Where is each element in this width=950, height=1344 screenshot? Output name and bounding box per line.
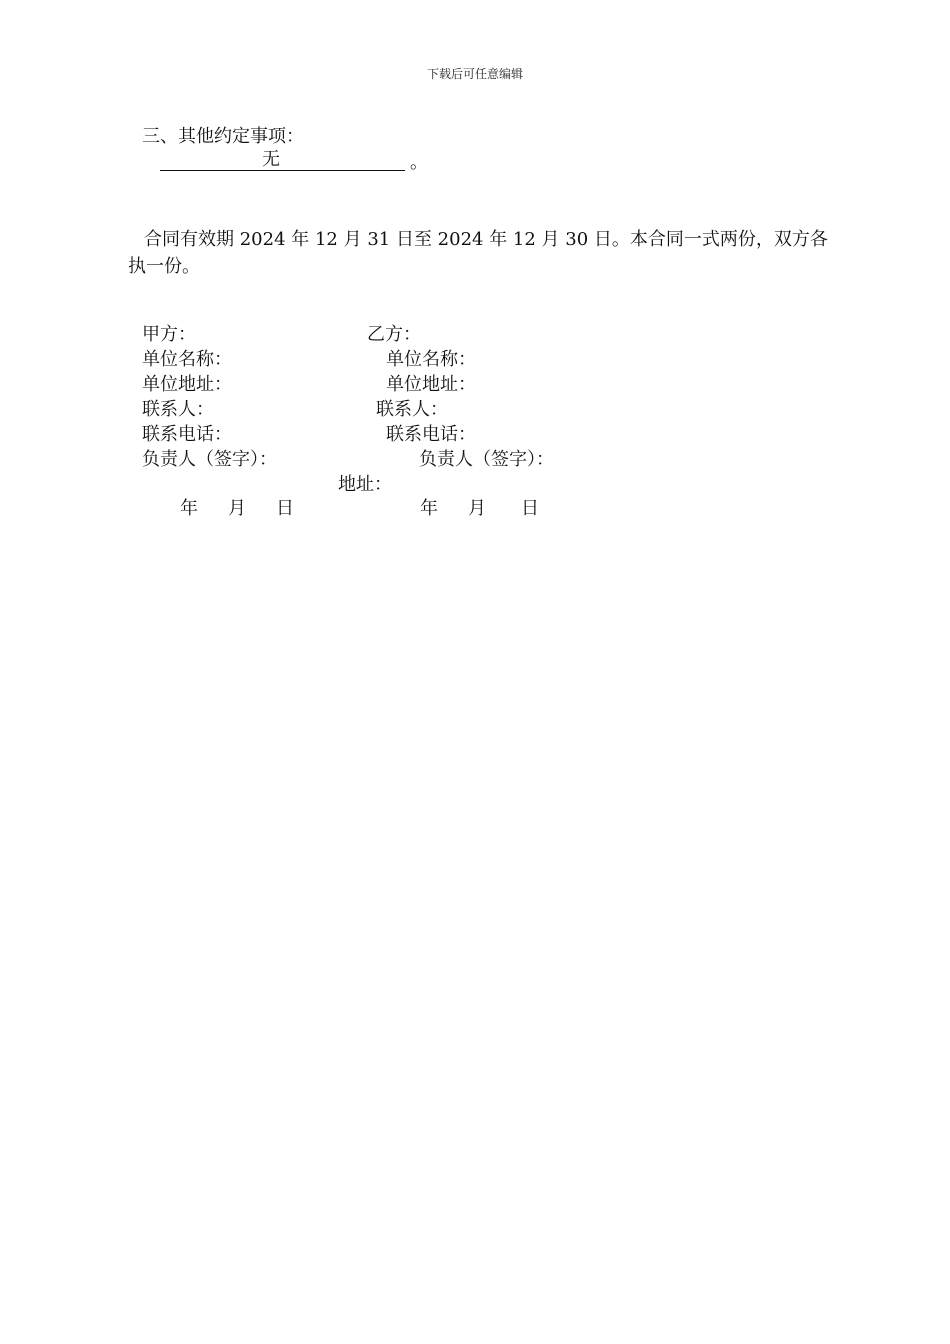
party-b-date-month: 月 bbox=[468, 498, 486, 519]
page-header-note: 下载后可任意编辑 bbox=[426, 67, 523, 81]
section-title: 三、其他约定事项： bbox=[142, 126, 304, 147]
party-b-responsible-label: 负责人（签字）： bbox=[419, 449, 554, 470]
party-b-date-day: 日 bbox=[521, 498, 539, 519]
party-b-title: 乙方： bbox=[367, 324, 421, 345]
agreement-blank-value: 无 bbox=[262, 149, 280, 170]
party-b-date-year: 年 bbox=[420, 498, 438, 519]
party-a-date-day: 日 bbox=[276, 498, 294, 519]
party-a-company-address-label: 单位地址： bbox=[142, 374, 232, 395]
agreement-blank-line bbox=[160, 150, 405, 171]
sentence-end-mark: 。 bbox=[410, 152, 428, 173]
party-a-contact-label: 联系人： bbox=[142, 399, 214, 420]
party-a-phone-label: 联系电话： bbox=[142, 424, 232, 445]
party-a-date-year: 年 bbox=[180, 498, 198, 519]
party-a-title: 甲方： bbox=[142, 324, 196, 345]
party-a-date-month: 月 bbox=[228, 498, 246, 519]
party-b-company-name-label: 单位名称： bbox=[386, 349, 476, 370]
party-a-company-name-label: 单位名称： bbox=[142, 349, 232, 370]
party-b-company-address-label: 单位地址： bbox=[386, 374, 476, 395]
party-b-address-label: 地址： bbox=[338, 474, 392, 495]
party-b-phone-label: 联系电话： bbox=[386, 424, 476, 445]
contract-term-paragraph: 合同有效期 2024 年 12 月 31 日至 2024 年 12 月 30 日。本合同一式两份，双方各执一份。 bbox=[128, 229, 828, 277]
party-a-responsible-label: 负责人（签字）： bbox=[142, 449, 277, 470]
party-b-contact-label: 联系人： bbox=[376, 399, 448, 420]
